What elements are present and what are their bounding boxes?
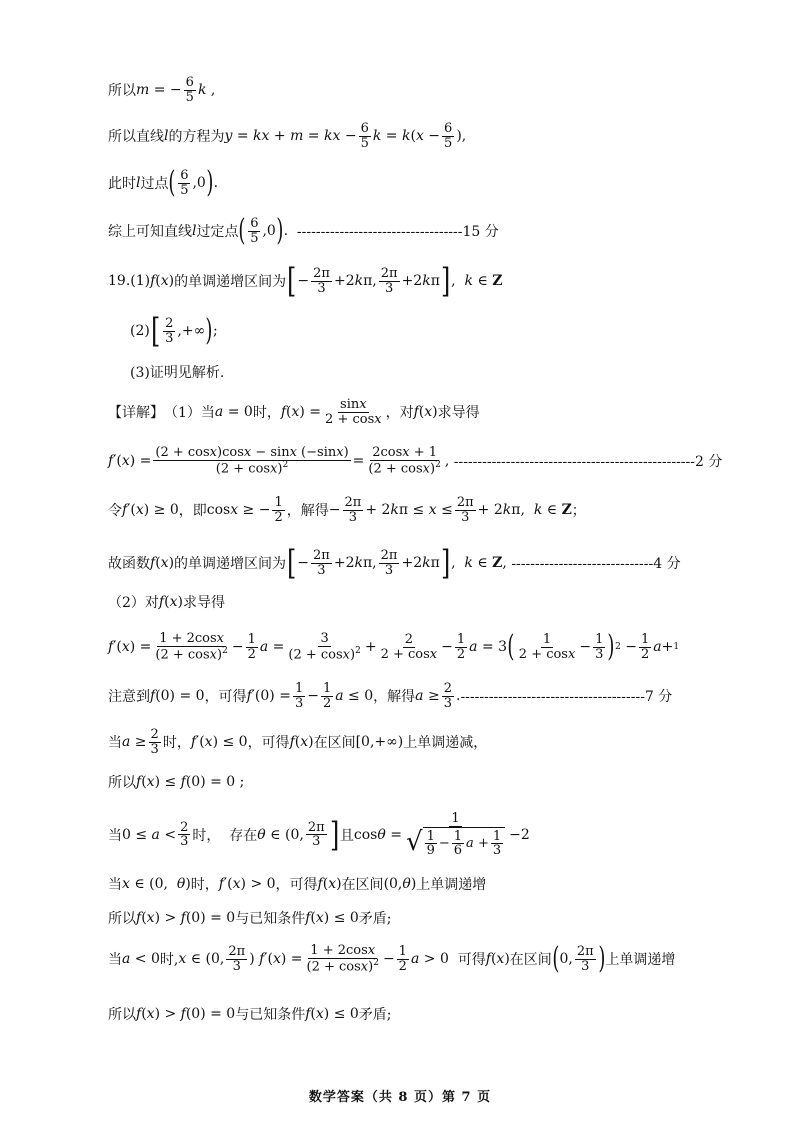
line-case-x-theta: 当 x ∈ (0, θ ) 时， f ′( x ) > 0 ，可得 f ( x ) 在区间 (0, θ ) 上单调递增 (108, 876, 487, 893)
derivative-part1: f ′( x ) = $\frac{(2 + \cos x)\cos x - \sin x (-\sin x)}{(2 + \cos x)^2}$ = $\frac{2\cos x + 1}{(2 + \cos x)^2}$ , ---------------------------------------------------2 分 (108, 445, 723, 476)
score-4: ------------------------------4 分 (511, 556, 681, 572)
line-passes-point: 此时 l 过点 ( $\frac{6}{5}$ ,0 ) . (108, 165, 219, 200)
line-case-a-ge: 当 a ≥ $\frac{2}{3}$ 时， f ′( x ) ≤ 0 ，可得 f ( x ) 在区间 [0,+∞) 上单调递减， (108, 727, 488, 757)
q19-part1-answer: 19.(1) f ( x ) 的单调递增区间为 [ − $\frac{2\pi}{3}$ +2 k π, $\frac{2\pi}{3}$ +2 k π ] , k ∈ Z (108, 261, 503, 301)
detail-part2-intro: （2）对 f ( x ) 求导得 (108, 594, 225, 611)
line-case-a-negative: 当 a < 0 时, x ∈ (0, $\frac{2\pi}{3}$ ) f ′( x ) = $\frac{1 + 2\cos x}{(2 + \cos x)^2}$ − $\frac{1}{2}$ a > 0 可得 f ( x ) 在区间 ( 0, $\frac{2\pi}{3}$ ) 上单调递增 (108, 941, 676, 976)
q19-part3-answer: (3)证明见解析. (130, 365, 225, 381)
line-note-f0: 注意到 f (0) = 0 ，可得 f ′(0) = $\frac{1}{3}$ − $\frac{1}{2}$ a ≤ 0 ，解得 a ≥ $\frac{2}{3}$ . ---------------------------------------7 分 (108, 681, 673, 711)
q19-part2-answer: (2) [ $\frac{2}{3}$ ,+∞ ) ; (130, 311, 218, 351)
line-fixed-point: 综上可知直线 l 过定点 ( $\frac{6}{5}$ ,0 ) . -----------------------------------15 分 (108, 213, 499, 248)
score-7: ---------------------------------------7 分 (460, 689, 673, 706)
line-increasing-interval: 故函数 f ( x ) 的单调递增区间为 [ − $\frac{2\pi}{3}$ +2 k π, $\frac{2\pi}{3}$ +2 k π ] , k ∈ Z , ------------------------------4 分 (108, 543, 681, 583)
page-footer: 数学答案（共 8 页）第 7 页 (308, 1090, 492, 1105)
line-l-equation: 所以直线 l 的方程为 y = kx + m = kx − $\frac{6}{5}$ k = k ( x − $\frac{6}{5}$ ), (108, 121, 467, 151)
line-case-a-between: 当 0 ≤ a < $\frac{2}{3}$ 时， 存在 θ ∈ (0, $\frac{2\pi}{3}$ ] 且 cos θ = 1 √ $\frac{1}{9}$ − $\frac{1}{6}$ a + $\frac{1}{3}$ −2 (108, 811, 530, 859)
line-solve-inequality: 令 f ′( x ) ≥ 0 ，即 cos x ≥ − $\frac{1}{2}$ ，解得 − $\frac{2\pi}{3}$ + 2 k π ≤ x ≤ $\frac{2\pi}{3}$ + 2 k π, k ∈ Z ； (108, 495, 586, 525)
line-contradiction-1: 所以 f ( x ) > f (0) = 0 与已知条件 f ( x ) ≤ 0 矛盾; (108, 910, 392, 927)
detail-part1-intro: 【详解】 （1）当 a = 0 时， f ( x ) = $\frac{\sin x}{2 + \cos x}$ ，对 f ( x ) 求导得 (108, 397, 480, 427)
derivative-part2: f ′( x ) = $\frac{1 + 2\cos x}{(2 + \cos x)^2}$ − $\frac{1}{2}$ a = $\frac{3}{(2 + \cos x)^2}$ + $\frac{2}{2 + \cos x}$ − $\frac{1}{2}$ a = 3 ( $\frac{1}{2 + \cos x}$ − $\frac{1}{3}$ ) 2 − $\frac{1}{2}$ a + 1 (108, 629, 680, 664)
score-2: ---------------------------------------------------2 分 (453, 453, 723, 470)
line-m-value: 所以 m = − $\frac{6}{5}$ k , (108, 75, 216, 105)
line-contradiction-2: 所以 f ( x ) > f (0) = 0 与已知条件 f ( x ) ≤ 0 矛盾; (108, 1006, 392, 1023)
line-conclusion-1: 所以 f ( x ) ≤ f (0) = 0 ; (108, 774, 245, 791)
score-15: -----------------------------------15 分 (296, 224, 499, 240)
